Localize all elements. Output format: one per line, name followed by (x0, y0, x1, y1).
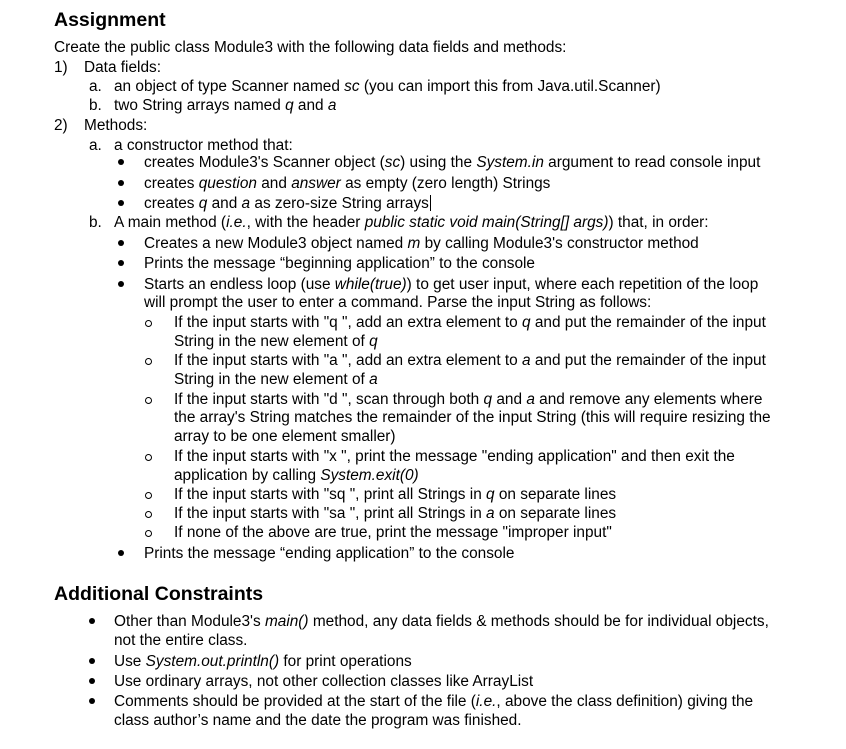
parse-rule-q-line2: String in the new element of q (174, 333, 378, 350)
data-field-arrays: two String arrays named q and a (114, 97, 337, 114)
intro-text: Create the public class Module3 with the following data fields and methods: (54, 39, 567, 56)
main-step-loop: Starts an endless loop (use while(true)) to get user input, where each repetition of the loop (144, 276, 759, 293)
main-step-create: Creates a new Module3 object named m by calling Module3's constructor method (144, 235, 699, 252)
parse-rule-sa: If the input starts with "sa ", print all Strings in a on separate lines (174, 505, 617, 522)
bullet-icon (118, 200, 124, 206)
parse-rule-a-line2: String in the new element of a (174, 371, 378, 388)
parse-rule-x: If the input starts with "x ", print the message "ending application" and then exit the (174, 448, 735, 465)
data-field-scanner: an object of type Scanner named sc (you can import this from Java.util.Scanner) (114, 78, 661, 95)
bullet-icon (89, 678, 95, 684)
constructor-description: a constructor method that: (114, 137, 293, 154)
constraints-heading: Additional Constraints (54, 583, 264, 605)
constraint-arrays: Use ordinary arrays, not other collection classes like ArrayList (114, 673, 534, 690)
bullet-icon (118, 550, 124, 556)
list-marker-1a: a. (89, 78, 102, 95)
assignment-heading: Assignment (54, 9, 166, 31)
bullet-icon (118, 159, 124, 165)
parse-rule-a: If the input starts with "a ", add an extra element to a and put the remainder of the input (174, 352, 766, 369)
constraint-comments: Comments should be provided at the start of the file (i.e., above the class definition) giving the (114, 693, 754, 710)
constraint-comments-line2: class author’s name and the date the program was finished. (114, 712, 522, 729)
bullet-icon (118, 281, 124, 287)
circle-bullet-icon (145, 397, 152, 404)
parse-rule-x-line2: application by calling System.exit(0) (174, 467, 419, 484)
bullet-icon (89, 618, 95, 624)
parse-rule-q: If the input starts with "q ", add an extra element to q and put the remainder of the input (174, 314, 766, 331)
constructor-step-arrays: creates q and a as zero-size String arrays (144, 195, 429, 212)
list-marker-2b: b. (89, 214, 102, 231)
circle-bullet-icon (145, 530, 152, 537)
main-step-begin-message: Prints the message “beginning application” to the console (144, 255, 535, 272)
constructor-step-scanner: creates Module3's Scanner object (sc) using the System.in argument to read console input (144, 154, 761, 171)
constraint-instance-members: Other than Module3's main() method, any data fields & methods should be for individual objects, (114, 613, 769, 630)
circle-bullet-icon (145, 358, 152, 365)
circle-bullet-icon (145, 454, 152, 461)
bullet-icon (118, 180, 124, 186)
circle-bullet-icon (145, 320, 152, 327)
constraint-instance-members-line2: not the entire class. (114, 632, 248, 649)
parse-rule-d-line3: array to be one element smaller) (174, 428, 396, 445)
main-method-description: A main method (i.e., with the header public static void main(String[] args)) that, in order: (114, 214, 709, 231)
main-step-loop-line2: will prompt the user to enter a command. Parse the input String as follows: (144, 294, 652, 311)
text-cursor (430, 195, 431, 211)
parse-rule-d-line2: the array's String matches the remainder of the input String (this will require resizing the (174, 409, 771, 426)
constraint-println: Use System.out.println() for print operations (114, 653, 412, 670)
main-step-end-message: Prints the message “ending application” to the console (144, 545, 515, 562)
list-marker-2: 2) (54, 117, 68, 134)
list-marker-1: 1) (54, 59, 68, 76)
list-marker-1b: b. (89, 97, 102, 114)
data-fields-label: Data fields: (84, 59, 161, 76)
bullet-icon (118, 260, 124, 266)
bullet-icon (89, 698, 95, 704)
constructor-step-strings: creates question and answer as empty (zero length) Strings (144, 175, 551, 192)
list-marker-2a: a. (89, 137, 102, 154)
bullet-icon (89, 658, 95, 664)
parse-rule-sq: If the input starts with "sq ", print all Strings in q on separate lines (174, 486, 617, 503)
circle-bullet-icon (145, 511, 152, 518)
methods-label: Methods: (84, 117, 148, 134)
circle-bullet-icon (145, 492, 152, 499)
bullet-icon (118, 240, 124, 246)
parse-rule-d: If the input starts with "d ", scan through both q and a and remove any elements where (174, 391, 763, 408)
parse-rule-improper: If none of the above are true, print the message "improper input" (174, 524, 612, 541)
